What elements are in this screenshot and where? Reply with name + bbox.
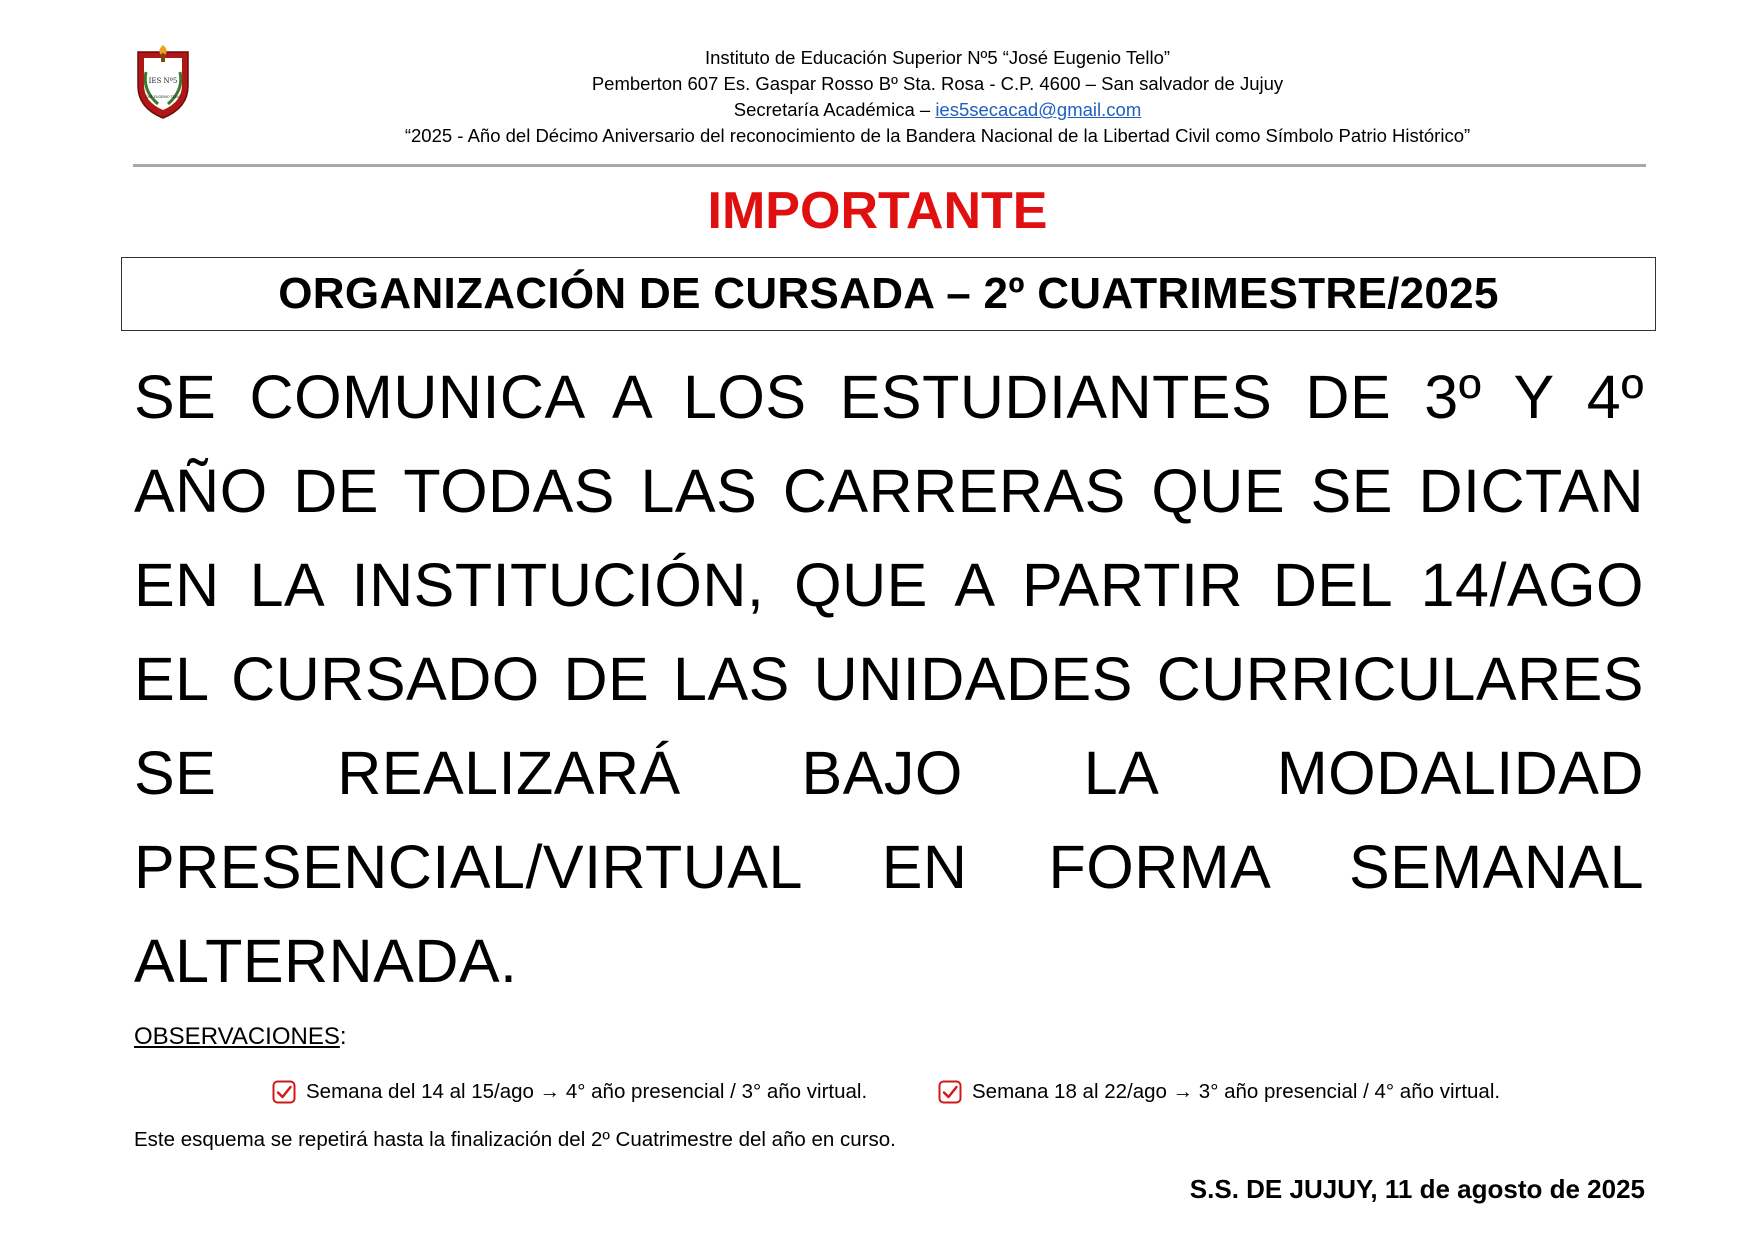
notice-body: SE COMUNICA A LOS ESTUDIANTES DE 3º Y 4º AÑO DE TODAS LAS CARRERAS QUE SE DICTAN EN LA INSTITUCIÓN, QUE A PARTIR DEL 14/AGO EL CURSADO DE LAS UNIDADES CURRICULARES SE REALIZARÁ BAJO LA MODALIDAD PRESENCIAL/VIRTUAL EN FORMA SEMANAL ALTERNADA. xyxy=(134,363,1644,995)
place-and-date: S.S. DE JUJUY, 11 de agosto de 2025 xyxy=(1189,1174,1645,1204)
logo-shield-icon xyxy=(130,42,196,122)
secretary-label: Secretaría Académica – xyxy=(733,99,936,120)
institution-address: Pemberton 607 Es. Gaspar Rosso Bº Sta. Rosa - C.P. 4600 – San salvador de Jujuy xyxy=(591,73,1284,94)
checkbox-checked-icon xyxy=(272,1080,296,1104)
institution-logo xyxy=(130,42,196,122)
important-heading: IMPORTANTE xyxy=(707,182,1048,240)
logo-text-top: IES Nº5 xyxy=(148,77,178,85)
letterhead xyxy=(240,45,1635,149)
email-link[interactable]: ies5secacad@gmail.com xyxy=(935,99,1142,120)
title-box xyxy=(121,257,1656,331)
observation-item xyxy=(272,1078,867,1106)
observations-colon: : xyxy=(339,1023,347,1050)
notice-title: ORGANIZACIÓN DE CURSADA – 2º CUATRIMESTRE/2025 xyxy=(278,269,1499,318)
year-motto: “2025 - Año del Décimo Aniversario del reconocimiento de la Bandera Nacional de la Libertad Civil como Símbolo Patrio Histórico” xyxy=(404,125,1471,146)
observation-text: Semana del 14 al 15/ago → 4° año presencial / 3° año virtual. xyxy=(306,1080,868,1103)
schedule-note: Este esquema se repetirá hasta la finalización del 2º Cuatrimestre del año en curso. xyxy=(134,1128,896,1151)
observation-item xyxy=(938,1078,1500,1106)
observation-text: Semana 18 al 22/ago → 3° año presencial / 4° año virtual. xyxy=(972,1080,1501,1103)
checkbox-checked-icon xyxy=(938,1080,962,1104)
observations-label-row xyxy=(134,1022,347,1052)
secretary-line xyxy=(240,97,1635,123)
institution-name: Instituto de Educación Superior Nº5 “José Eugenio Tello” xyxy=(704,47,1171,68)
observations-label: OBSERVACIONES xyxy=(134,1023,340,1050)
logo-text-bottom: JOSE EUGENIO TELLO xyxy=(144,95,182,99)
header-divider xyxy=(133,164,1646,167)
